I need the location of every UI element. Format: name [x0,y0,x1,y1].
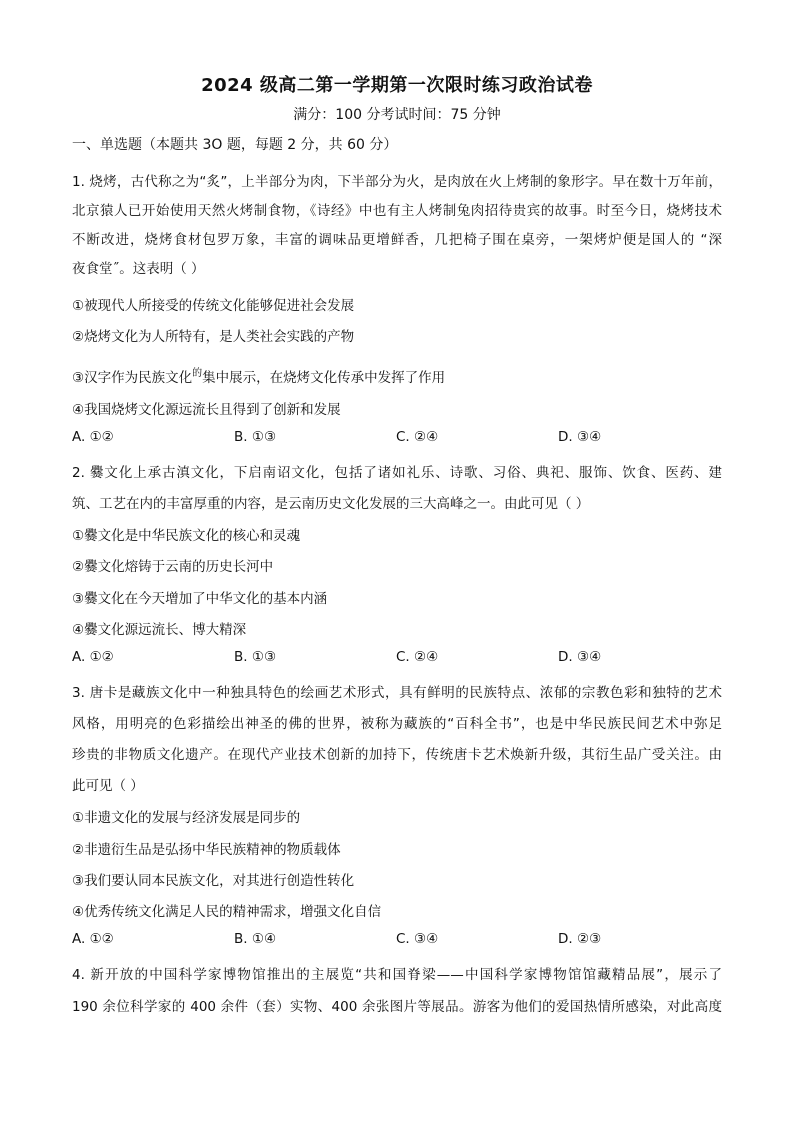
q1-option-b: B. ①③ [234,429,277,445]
q1-option-d: D. ③④ [558,429,602,445]
q3-options [72,931,722,949]
q3-statement: ②非遗衍生品是弘扬中华民族精神的物质载体 [72,842,341,858]
q3-option-d: D. ②③ [558,931,602,947]
q3-option-a: A. ①② [72,931,114,947]
q2-option-c: C. ②④ [396,649,439,665]
q1-option-a: A. ①② [72,429,114,445]
q1-option-c: C. ②④ [396,429,439,445]
q3-stem-line: 珍贵的非物质文化遗产。在现代产业技术创新的加持下，传统唐卡艺术焕新升级，其衍生品广受关注。由 [72,747,722,763]
q1-stem-line: 1. 烧烤，古代称之为“炙”，上半部分为肉，下半部分为火，是肉放在火上烤制的象形字。早在数十万年前， [72,174,722,190]
q1-statement-part: 集中展示，在烧烤文化传承中发挥了作用 [202,370,446,386]
q2-option-a: A. ①② [72,649,114,665]
q3-stem-line: 此可见（ ） [72,778,144,794]
q3-statement: ①非遗文化的发展与经济发展是同步的 [72,810,301,826]
q2-option-b: B. ①③ [234,649,277,665]
q3-stem-line: 3. 唐卡是藏族文化中一种独具特色的绘画艺术形式，具有鲜明的民族特点、浓郁的宗教色彩和独特的艺术 [72,685,722,701]
q1-options [72,429,722,447]
q1-stem-line: 不断改进，烧烤食材包罗万象，丰富的调味品更增鲜香，几把椅子围在桌旁，一架烤炉便是国人的 “深 [72,232,722,248]
q1-stem-line: 北京猿人已开始使用天然火烤制食物，《诗经》中也有主人烤制兔肉招待贵宾的故事。时至今日，烧烤技术 [72,203,722,219]
q1-statement: ④我国烧烤文化源远流长且得到了创新和发展 [72,402,341,418]
q1-statement [72,364,722,386]
q4-stem-line: 190 余位科学家的 400 余件（套）实物、400 余张图片等展品。游客为他们的爱国热情所感染，对此高度 [72,999,722,1015]
exam-title: 2024 级高二第一学期第一次限时练习政治试卷 [201,75,593,96]
q2-option-d: D. ③④ [558,649,602,665]
q3-stem-line: 风格，用明亮的色彩描绘出神圣的佛的世界，被称为藏族的“百科全书”，也是中华民族民间艺术中弥足 [72,716,722,732]
exam-subtitle: 满分：100 分考试时间：75 分钟 [293,107,501,123]
section-heading: 一、单选题（本题共 3O 题，每题 2 分，共 60 分） [72,137,398,153]
q2-statement: ①爨文化是中华民族文化的核心和灵魂 [72,528,301,544]
q3-option-b: B. ①④ [234,931,277,947]
q1-stem-line: 夜食堂˝。这表明（ ） [72,261,205,277]
q3-option-c: C. ③④ [396,931,439,947]
q1-statement: ①被现代人所接受的传统文化能够促进社会发展 [72,298,355,314]
q2-options [72,649,722,667]
q2-statement: ③爨文化在今天增加了中华文化的基本内涵 [72,591,328,607]
q2-stem-line: 筑、工艺在内的丰富厚重的内容，是云南历史文化发展的三大高峰之一。由此可见（ ） [72,496,590,512]
q3-statement: ④优秀传统文化满足人民的精神需求，增强文化自信 [72,904,382,920]
q4-stem-line: 4. 新开放的中国科学家博物馆推出的主展览“共和国脊梁——中国科学家博物馆馆藏精品展”，展示了 [72,967,722,983]
q1-statement-part: ③汉字作为民族文化 [72,370,193,386]
q3-statement: ③我们要认同本民族文化，对其进行创造性转化 [72,873,355,889]
q2-stem-line: 2. 爨文化上承古滇文化，下启南诏文化，包括了诸如礼乐、诗歌、习俗、典祀、服饰、饮食、医药、建 [72,465,722,481]
q2-statement: ④爨文化源远流长、博大精深 [72,622,247,638]
q1-statement: ②烧烤文化为人所特有，是人类社会实践的产物 [72,329,355,345]
q2-statement: ②爨文化熔铸于云南的历史长河中 [72,559,274,575]
q1-statement-sup: 的 [192,368,203,379]
